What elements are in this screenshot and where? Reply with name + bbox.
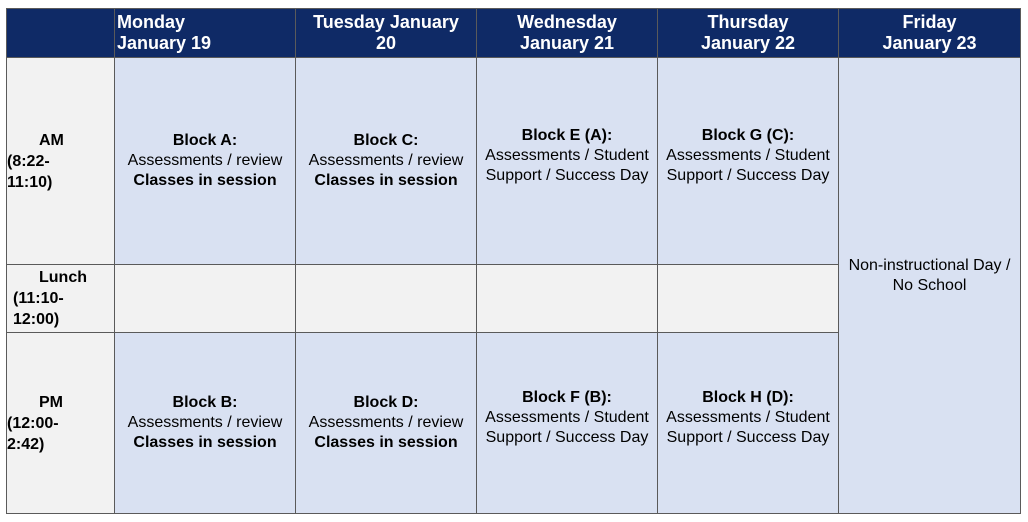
header-friday-date: January 23 (882, 33, 977, 53)
cell-status: Classes in session (314, 172, 458, 189)
cell-monday-am (115, 58, 296, 265)
corner-header (7, 9, 115, 58)
cell-desc: Assessments / review (127, 414, 283, 431)
row-label-am (7, 58, 115, 265)
header-tuesday-day: Tuesday January (313, 12, 459, 32)
cell-wednesday-am (477, 58, 658, 265)
cell-desc-line1: Assessments / Student (666, 147, 830, 164)
cell-block: Block A: (172, 132, 238, 149)
cell-desc-line1: Assessments / Student (485, 409, 649, 426)
cell-block: Block F (B): (522, 389, 612, 406)
cell-desc-line2: Support / Success Day (485, 167, 649, 184)
row-label-am-name: AM (39, 131, 64, 149)
header-wednesday-day: Wednesday (517, 12, 617, 32)
header-friday-day: Friday (902, 12, 957, 32)
cell-block: Block C: (353, 132, 419, 149)
row-label-pm-start: (12:00- (7, 414, 59, 432)
row-label-lunch-start: (11:10- (13, 290, 64, 307)
cell-thursday-pm (658, 333, 839, 514)
cell-friday (839, 58, 1021, 514)
header-monday-day: Monday (117, 12, 186, 32)
cell-status: Classes in session (314, 434, 458, 451)
cell-desc-line2: Support / Success Day (485, 429, 649, 446)
cell-desc-line1: Assessments / Student (666, 409, 830, 426)
header-tuesday-date: 20 (375, 33, 397, 53)
cell-wednesday-lunch (477, 265, 658, 333)
cell-desc: Assessments / review (308, 152, 464, 169)
header-friday (839, 9, 1021, 58)
cell-status: Classes in session (133, 434, 277, 451)
header-monday (115, 9, 296, 58)
header-wednesday-date: January 21 (519, 33, 615, 53)
cell-desc-line2: Support / Success Day (666, 429, 830, 446)
cell-tuesday-pm (296, 333, 477, 514)
header-monday-date: January 19 (117, 33, 212, 53)
cell-desc: Assessments / review (127, 152, 283, 169)
cell-desc: Assessments / review (308, 414, 464, 431)
cell-thursday-lunch (658, 265, 839, 333)
cell-friday-line2: No School (892, 276, 967, 294)
cell-thursday-am (658, 58, 839, 265)
row-label-pm-end: 2:42) (7, 435, 45, 453)
cell-block: Block H (D): (702, 389, 794, 406)
cell-monday-lunch (115, 265, 296, 333)
cell-desc-line1: Assessments / Student (485, 147, 649, 164)
row-label-pm-name: PM (39, 393, 63, 411)
header-row (7, 9, 1021, 58)
row-label-lunch (7, 265, 115, 333)
cell-block: Block E (A): (521, 127, 613, 144)
row-label-am-end: 11:10) (7, 173, 53, 191)
header-tuesday (296, 9, 477, 58)
header-wednesday (477, 9, 658, 58)
am-row (7, 58, 1021, 265)
cell-tuesday-am (296, 58, 477, 265)
header-thursday-date: January 22 (700, 33, 796, 53)
header-thursday (658, 9, 839, 58)
cell-block: Block B: (172, 394, 238, 411)
row-label-lunch-name: Lunch (39, 269, 87, 286)
cell-tuesday-lunch (296, 265, 477, 333)
cell-status: Classes in session (133, 172, 277, 189)
schedule-table (6, 8, 1021, 514)
cell-monday-pm (115, 333, 296, 514)
cell-friday-line1: Non-instructional Day / (848, 256, 1011, 274)
row-label-pm (7, 333, 115, 514)
header-thursday-day: Thursday (707, 12, 789, 32)
row-label-am-start: (8:22- (7, 152, 50, 170)
row-label-lunch-end: 12:00) (13, 311, 60, 328)
cell-wednesday-pm (477, 333, 658, 514)
cell-desc-line2: Support / Success Day (666, 167, 830, 184)
cell-block: Block G (C): (701, 127, 795, 144)
cell-block: Block D: (353, 394, 419, 411)
